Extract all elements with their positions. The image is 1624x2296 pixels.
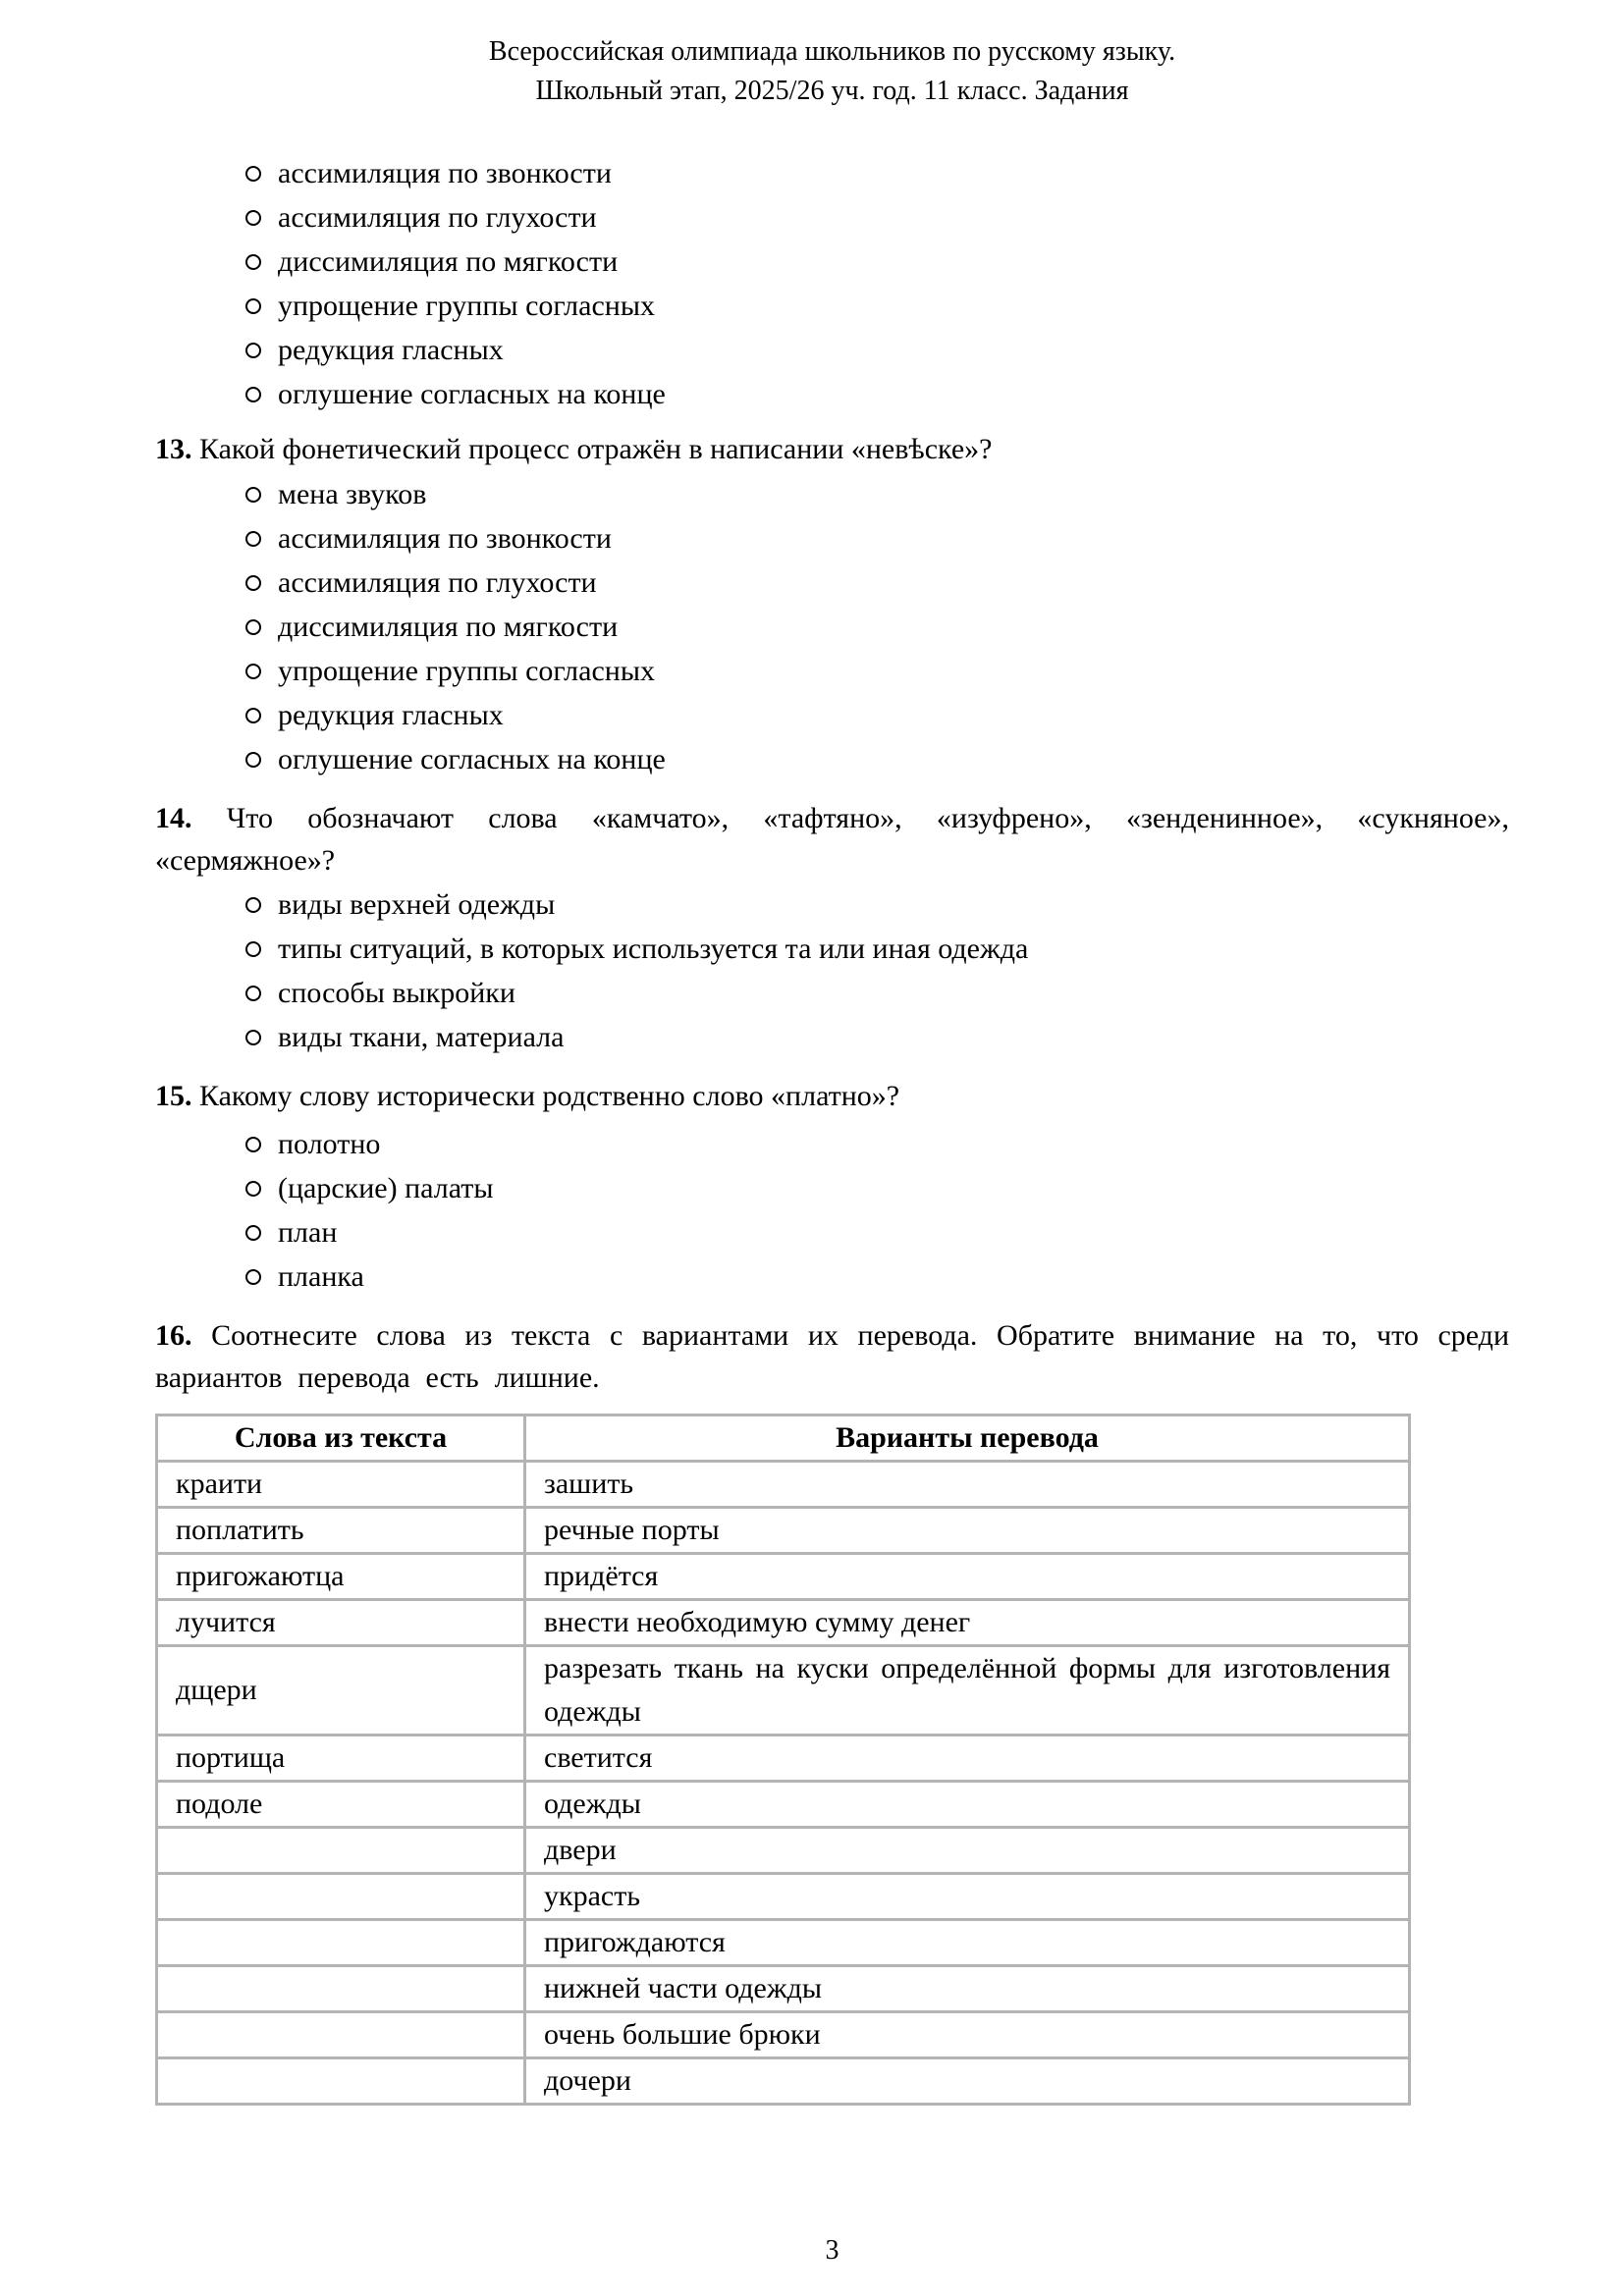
header-line-2: Школьный этап, 2025/26 уч. год. 11 класс. Задания	[535, 76, 1129, 106]
radio-circle-icon	[245, 531, 261, 547]
translation-cell: украсть	[525, 1874, 1410, 1920]
word-cell	[157, 2012, 525, 2058]
radio-circle-icon	[245, 487, 261, 503]
answer-option-label: (царские) палаты	[278, 1171, 494, 1204]
question-13-text: Какой фонетический процесс отражён в написании «невѣске»?	[199, 433, 993, 465]
table-row	[157, 2012, 1410, 2058]
table-row	[157, 1782, 1410, 1828]
radio-circle-icon	[245, 664, 261, 679]
answer-option	[155, 240, 1509, 284]
intro-option-list	[155, 151, 1509, 416]
table-header-words: Слова из текста	[157, 1415, 525, 1462]
translation-cell: внести необходимую сумму денег	[525, 1600, 1410, 1646]
table-row	[157, 1828, 1410, 1874]
radio-circle-icon	[245, 254, 261, 270]
word-cell	[157, 1828, 525, 1874]
answer-option	[155, 1015, 1509, 1059]
answer-option-label: оглушение согласных на конце	[278, 377, 666, 410]
translation-cell: двери	[525, 1828, 1410, 1874]
answer-option-label: редукция гласных	[278, 333, 504, 366]
answer-option	[155, 927, 1509, 971]
question-15-heading	[155, 1075, 1509, 1117]
question-14-option-list	[155, 882, 1509, 1059]
radio-circle-icon	[245, 1181, 261, 1197]
translation-cell: пригождаются	[525, 1920, 1410, 1966]
table-row	[157, 1600, 1410, 1646]
question-14-text: Что обозначают слова «камчато», «тафтяно», «изуфрено», «зенденинное», «сукняное», «сермяжное»?	[155, 802, 1509, 877]
translation-cell: дочери	[525, 2058, 1410, 2105]
answer-option	[155, 151, 1509, 195]
question-15	[155, 1075, 1509, 1299]
radio-circle-icon	[245, 752, 261, 768]
answer-option	[155, 561, 1509, 605]
table-body	[157, 1462, 1410, 2105]
question-15-text: Какому слову исторически родственно слово «платно»?	[199, 1080, 900, 1112]
header-line-1: Всероссийская олимпиада школьников по русскому языку.	[488, 36, 1176, 67]
translation-cell: разрезать ткань на куски определённой формы для изготовления одежды	[525, 1646, 1410, 1735]
answer-option-label: ассимиляция по звонкости	[278, 156, 612, 189]
answer-option-label: диссимиляция по мягкости	[278, 244, 619, 278]
radio-circle-icon	[245, 298, 261, 314]
answer-option	[155, 1210, 1509, 1255]
document-header	[155, 0, 1509, 111]
answer-option-label: виды ткани, материала	[278, 1020, 565, 1053]
translation-cell: светится	[525, 1735, 1410, 1782]
answer-option-label: редукция гласных	[278, 698, 504, 731]
answer-option	[155, 882, 1509, 927]
radio-circle-icon	[245, 387, 261, 402]
table-row	[157, 1920, 1410, 1966]
answer-option	[155, 1122, 1509, 1166]
answer-option-label: упрощение группы согласных	[278, 289, 655, 322]
word-cell: поплатить	[157, 1508, 525, 1554]
table-row	[157, 1554, 1410, 1600]
answer-option	[155, 328, 1509, 372]
word-cell: пригожаютца	[157, 1554, 525, 1600]
translation-cell: одежды	[525, 1782, 1410, 1828]
answer-option	[155, 1255, 1509, 1299]
answer-option-label: способы выкройки	[278, 976, 515, 1009]
table-row	[157, 1508, 1410, 1554]
answer-option-label: мена звуков	[278, 477, 427, 510]
question-16	[155, 1314, 1509, 1399]
table-header-row	[157, 1415, 1410, 1462]
word-cell: лучится	[157, 1600, 525, 1646]
radio-circle-icon	[245, 941, 261, 957]
question-13-number: 13.	[155, 433, 192, 465]
answer-option-label: полотно	[278, 1127, 381, 1160]
radio-circle-icon	[245, 1137, 261, 1152]
translation-table	[155, 1414, 1411, 2106]
translation-cell: придётся	[525, 1554, 1410, 1600]
answer-option-label: типы ситуаций, в которых используется та или иная одежда	[278, 932, 1029, 965]
page-content	[155, 0, 1509, 2271]
answer-option	[155, 737, 1509, 781]
answer-option-label: ассимиляция по глухости	[278, 565, 597, 599]
table-row	[157, 1735, 1410, 1782]
table-row	[157, 2058, 1410, 2105]
question-14-number: 14.	[155, 802, 192, 834]
answer-option	[155, 605, 1509, 649]
answer-option	[155, 971, 1509, 1015]
question-14-heading	[155, 797, 1509, 881]
table-row	[157, 1646, 1410, 1735]
question-16-text: Соотнесите слова из текста с вариантами их перевода. Обратите внимание на то, что среди вариантов перевода есть лишние.	[155, 1319, 1509, 1394]
question-16-heading	[155, 1314, 1509, 1399]
word-cell	[157, 2058, 525, 2105]
answer-option-label: ассимиляция по звонкости	[278, 521, 612, 555]
question-14	[155, 797, 1509, 1059]
radio-circle-icon	[245, 986, 261, 1001]
word-cell	[157, 1920, 525, 1966]
radio-circle-icon	[245, 343, 261, 358]
word-cell: портища	[157, 1735, 525, 1782]
answer-option	[155, 649, 1509, 693]
radio-circle-icon	[245, 1030, 261, 1045]
answer-option	[155, 693, 1509, 737]
table-row	[157, 1966, 1410, 2012]
radio-circle-icon	[245, 166, 261, 182]
answer-option	[155, 372, 1509, 416]
table-row	[157, 1462, 1410, 1508]
radio-circle-icon	[245, 708, 261, 723]
question-15-option-list	[155, 1122, 1509, 1299]
word-cell: дщери	[157, 1646, 525, 1735]
radio-circle-icon	[245, 575, 261, 591]
radio-circle-icon	[245, 1225, 261, 1241]
word-cell	[157, 1966, 525, 2012]
answer-option-label: план	[278, 1215, 338, 1249]
answer-option	[155, 516, 1509, 561]
answer-option	[155, 472, 1509, 516]
radio-circle-icon	[245, 210, 261, 226]
answer-option-label: диссимиляция по мягкости	[278, 610, 619, 643]
answer-option	[155, 284, 1509, 328]
table-header-translations: Варианты перевода	[525, 1415, 1410, 1462]
word-cell: краити	[157, 1462, 525, 1508]
word-cell	[157, 1874, 525, 1920]
word-cell: подоле	[157, 1782, 525, 1828]
answer-option-label: упрощение группы согласных	[278, 654, 655, 687]
answer-option	[155, 195, 1509, 240]
answer-option-label: оглушение согласных на конце	[278, 742, 666, 775]
question-13	[155, 428, 1509, 781]
radio-circle-icon	[245, 1269, 261, 1285]
translation-cell: очень большие брюки	[525, 2012, 1410, 2058]
radio-circle-icon	[245, 897, 261, 913]
translation-cell: речные порты	[525, 1508, 1410, 1554]
question-16-number: 16.	[155, 1319, 192, 1352]
answer-option-label: ассимиляция по глухости	[278, 200, 597, 234]
question-15-number: 15.	[155, 1080, 192, 1112]
answer-option-label: планка	[278, 1259, 364, 1293]
translation-cell: нижней части одежды	[525, 1966, 1410, 2012]
question-13-option-list	[155, 472, 1509, 781]
page-number: 3	[825, 2235, 839, 2266]
answer-option-label: виды верхней одежды	[278, 887, 556, 921]
translation-cell: зашить	[525, 1462, 1410, 1508]
answer-option	[155, 1166, 1509, 1210]
question-13-heading	[155, 428, 1509, 470]
table-row	[157, 1874, 1410, 1920]
radio-circle-icon	[245, 619, 261, 635]
